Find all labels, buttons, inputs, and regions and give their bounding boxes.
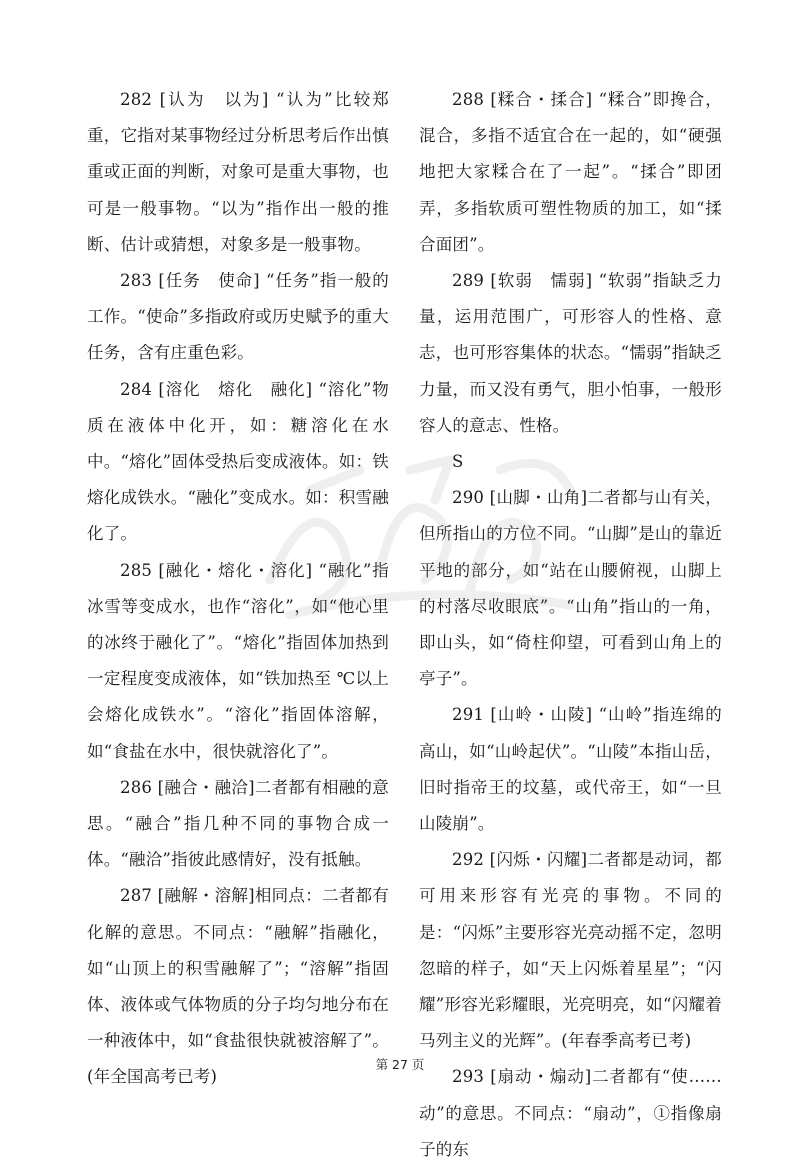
entry-286: 286 [融合・融洽]二者都有相融的意思。“融合”指几种不同的事物合成一体。“融洽”指彼此感情好，没有抵触。	[87, 777, 389, 870]
entry-287: 287 [融解・溶解]相同点：二者都有化解的意思。不同点：“融解”指融化，如“山顶上的积雪融解了”；“溶解”指固体、液体或气体物质的分子均匀地分布在一种液体中，如“食盐很快就被溶解了”。(年全国高考已考)	[87, 886, 389, 1087]
entry-288: 288 [糅合・揉合] “糅合”即搀合，混合，多指不适宜合在一起的，如“硬强地把大家糅合在了一起”。“揉合”即团弄，多指软质可塑性物质的加工，如“揉合面团”。	[419, 90, 722, 254]
page-number: 第 27 页	[375, 1057, 425, 1072]
entry-293: 293 [扇动・煽动]二者都有“使……动”的意思。不同点：“扇动”，①指像扇子的东	[419, 1067, 722, 1159]
left-column	[87, 82, 389, 1096]
entry-290: 290 [山脚・山角]二者都与山有关，但所指山的方位不同。“山脚”是山的靠近平地的部分，如“站在山腰俯视，山脚上的村落尽收眼底”。“山角”指山的一角，即山头，如“倚柱仰望，可看到山角上的亭子”。	[419, 488, 722, 689]
right-column	[419, 82, 722, 1168]
entry-282: 282 [认为 以为] “认为”比较郑重，它指对某事物经过分析思考后作出慎重或正面的判断，对象可是重大事物，也可是一般事物。“以为”指作出一般的推断、估计或猜想，对象多是一般事物。	[87, 90, 389, 254]
entry-283: 283 [任务 使命] “任务”指一般的工作。“使命”多指政府或历史赋予的重大任务，含有庄重色彩。	[87, 271, 389, 363]
entry-285: 285 [融化・熔化・溶化] “融化”指冰雪等变成水，也作“溶化”，如“他心里的冰终于融化了”。“熔化”指固体加热到一定程度变成液体，如“铁加热至 ℃以上会熔化成铁水”。“溶化”指固体溶解，如“食盐在水中，很快就溶化了”。	[87, 560, 389, 761]
entry-284: 284 [溶化 熔化 融化] “溶化”物质在液体中化开，如：糖溶化在水中。“熔化”固体受热后变成液体。如：铁熔化成铁水。“融化”变成水。如：积雪融化了。	[87, 379, 389, 544]
entry-292: 292 [闪烁・闪耀]二者都是动词，都可用来形容有光亮的事物。不同的是：“闪烁”主要形容光亮动摇不定，忽明忽暗的样子，如“天上闪烁着星星”；“闪耀”形容光彩耀眼，光亮明亮，如“闪耀着马列主义的光辉”。(年春季高考已考)	[419, 850, 722, 1051]
section-letter-s: S	[452, 452, 464, 472]
entry-289: 289 [软弱 懦弱] “软弱”指缺乏力量，运用范围广，可形容人的性格、意志，也可形容集体的状态。“懦弱”指缺乏力量，而又没有勇气，胆小怕事，一般形容人的意志、性格。	[419, 271, 722, 435]
entry-291: 291 [山岭・山陵] “山岭”指连绵的高山，如“山岭起伏”。“山陵”本指山岳，旧时指帝王的坟墓，或代帝王，如“一旦山陵崩”。	[419, 705, 722, 834]
